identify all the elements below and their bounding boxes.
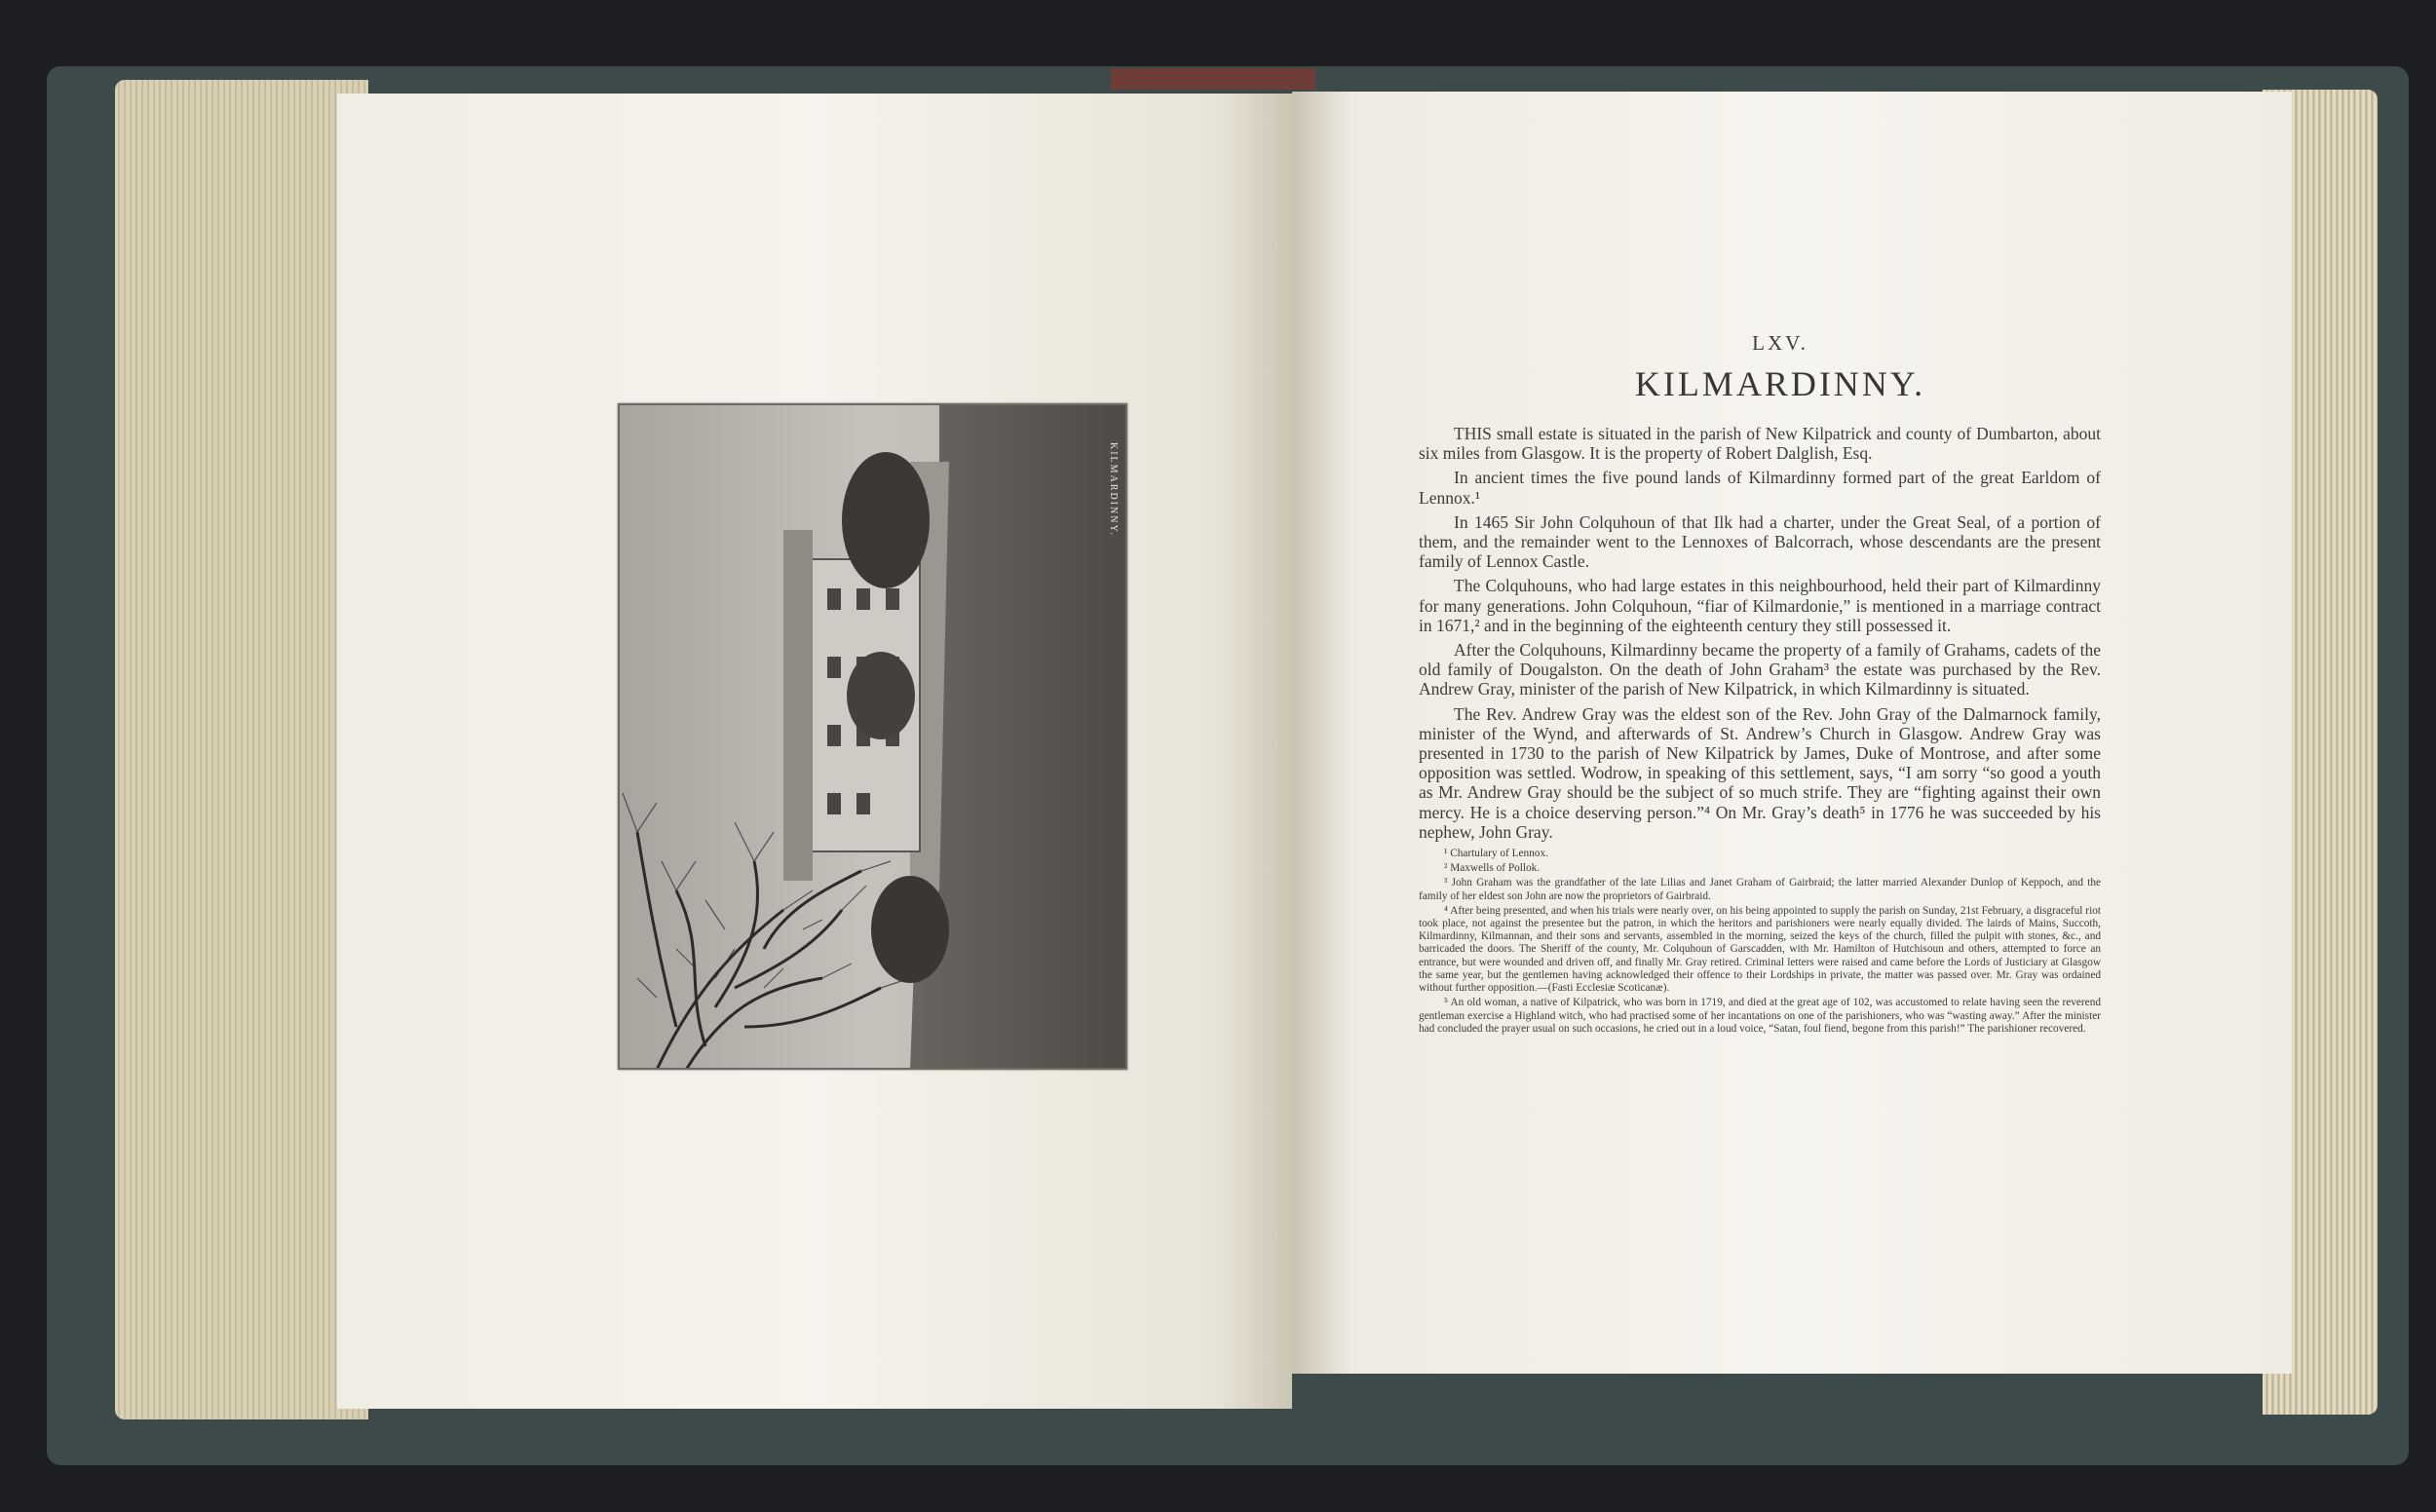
footnotes — [1419, 848, 2101, 1036]
paragraph-6: The Rev. Andrew Gray was the eldest son of the Rev. John Gray of the Dalmarnock family, minister of the Wynd, and afterwards of St. Andrew’s Church in Glasgow. Andrew Gray was presented in 1730 to the parish of New Kilpatrick by James, Duke of Montrose, and after some opposition was settled. Wodrow, in speaking of this settlement, says, “I am sorry “so good a youth as Mr. Andrew Gray should be the subject of so much strife. They are “fighting against their own mercy. He is a choice deserving person.”⁴ On Mr. Gray’s death⁵ in 1776 he was succeeded by his nephew, John Gray. — [1419, 703, 2101, 842]
albumen-photograph — [618, 403, 1127, 1070]
paragraph-2: In ancient times the five pound lands of Kilmardinny formed part of the great Earldom of Lennox.¹ — [1419, 468, 2101, 508]
paragraph-4: The Colquhouns, who had large estates in this neighbourhood, held their part of Kilmardinny for many generations. John Colquhoun, “fiar of Kilmardonie,” is mentioned in a marriage contract in 1671,² and in the beginning of the eighteenth century they still possessed it. — [1419, 576, 2101, 635]
photograph-kilmardinny-house — [618, 403, 1127, 1070]
paragraph-5: After the Colquhouns, Kilmardinny became the property of a family of Grahams, cadets of the old family of Dougalston. On the death of John Graham³ the estate was purchased by the Rev. Andrew Gray, minister of the parish of New Kilpatrick, in which Kilmardinny is situated. — [1419, 640, 2101, 699]
paragraph-1: THIS small estate is situated in the parish of New Kilpatrick and county of Dumbarton, about six miles from Glasgow. It is the property of Robert Dalglish, Esq. — [1419, 424, 2101, 464]
footnote-1: ¹ Chartulary of Lennox. — [1444, 848, 1548, 860]
photo-caption: KILMARDINNY. — [1108, 442, 1119, 537]
chapter-number: LXV. — [1752, 331, 1808, 355]
text-block — [1419, 331, 2101, 1038]
page-title: KILMARDINNY. — [1634, 364, 1926, 403]
left-page-edges — [115, 80, 368, 1419]
spine-ribbon — [1111, 68, 1315, 90]
footnote-5: ⁵ An old woman, a native of Kilpatrick, who was born in 1719, and died at the great age of 102, was accustomed to relate having seen the reverend gentleman exercise a Highland witch, who had practised some of her incantations on one of the parishioners, who was “wasting away.” After the minister had concluded the prayer usual on such occasions, he cried out in a loud voice, “Satan, foul fiend, begone from this parish!” The parishioner recovered. — [1419, 997, 2101, 1035]
paragraph-3: In 1465 Sir John Colquhoun of that Ilk had a charter, under the Great Seal, of a portion of them, and the remainder went to the Lennoxes of Balcorrach, whose descendants are the present family of Lennox Castle. — [1419, 511, 2101, 572]
footnote-3: ³ John Graham was the grandfather of the late Lilias and Janet Graham of Gairbraid; the latter married Alexander Dunlop of Keppoch, and the family of her eldest son John are now the proprietors of Gairbraid. — [1419, 877, 2101, 902]
footnote-4: ⁴ After being presented, and when his trials were nearly over, on his being appointed to supply the parish on Sunday, 21st February, a disgraceful riot took place, not against the presentee but the patron, in which the heritors and parishioners were nearly equally divided. The lairds of Mains, Succoth, Kilmardinny, Kilmannan, and their sons and servants, assembled in the morning, seized the keys of the church, filled the pulpit with stones, &c., and barricaded the doors. The Sheriff of the county, Mr. Colquhoun of Garscadden, with Mr. Hamilton of Hutchisoun and others, attempted to force an entrance, but were wounded and driven off, and finally Mr. Gray retired. Criminal letters were raised and came before the Lords of Justiciary at Glasgow the same year, but the gentlemen having acknowledged their offence to their Lordships in private, the matter was passed over. Mr. Gray was ordained without further opposition.—(Fasti Ecclesiæ Scoticanæ). — [1419, 904, 2101, 995]
footnote-2: ² Maxwells of Pollok. — [1444, 862, 1541, 875]
